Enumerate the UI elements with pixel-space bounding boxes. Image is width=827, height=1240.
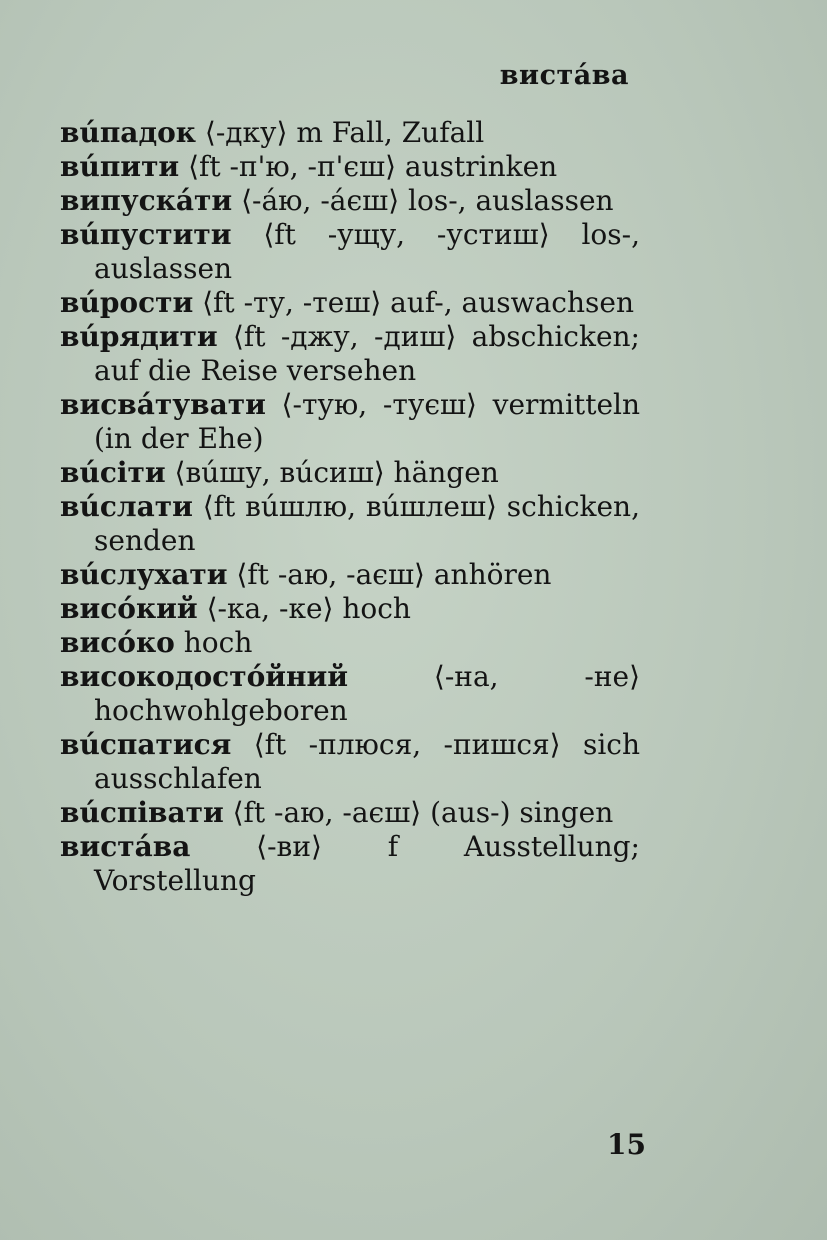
dictionary-entry: [60, 150, 640, 184]
headword: високодостóйний: [60, 660, 349, 693]
entry-definition: hoch: [174, 626, 253, 659]
dictionary-entry: [60, 218, 640, 286]
headword: висвáтувати: [60, 388, 266, 421]
headword: вúрости: [60, 286, 194, 319]
entry-definition: ⟨ft -ущу, -устиш⟩ los-, auslassen: [94, 218, 640, 285]
entry-definition: ⟨-тую, -туєш⟩ vermitteln (in der Ehe): [94, 388, 640, 455]
headword: вúспатися: [60, 728, 232, 761]
entry-definition: ⟨ft вúшлю, вúшлеш⟩ schicken, senden: [94, 490, 640, 557]
headword: висóкий: [60, 592, 198, 625]
dictionary-entry: [60, 830, 640, 898]
entry-definition: ⟨ft -ту, -теш⟩ auf-, auswachsen: [193, 286, 634, 319]
dictionary-entry: [60, 388, 640, 456]
entry-definition: ⟨-ви⟩ f Ausstellung; Vorstellung: [94, 830, 640, 897]
entry-definition: ⟨ft -аю, -аєш⟩ anhören: [227, 558, 552, 591]
entry-definition: ⟨ft -аю, -аєш⟩ (aus-) singen: [223, 796, 614, 829]
dictionary-entry: [60, 558, 640, 592]
headword: вúспівати: [60, 796, 224, 829]
entry-definition: ⟨вúшу, вúсиш⟩ hängen: [165, 456, 499, 489]
running-head: вистáва: [499, 60, 629, 91]
headword: вúсіти: [60, 456, 166, 489]
headword: вúслати: [60, 490, 193, 523]
entry-definition: ⟨ft -плюся, -пишся⟩ sich ausschlafen: [94, 728, 640, 795]
headword: вúрядити: [60, 320, 218, 353]
dictionary-entry: [60, 320, 640, 388]
headword: вúпити: [60, 150, 180, 183]
dictionary-entry: [60, 796, 640, 830]
entry-list: [60, 116, 640, 898]
headword: вúпустити: [60, 218, 232, 251]
entry-definition: ⟨ft -джу, -диш⟩ abschicken; auf die Reise versehen: [94, 320, 640, 387]
dictionary-entry: [60, 490, 640, 558]
dictionary-entry: [60, 184, 640, 218]
entry-definition: ⟨-дку⟩ m Fall, Zufall: [196, 116, 485, 149]
entry-definition: ⟨-áю, -áєш⟩ los-, auslassen: [232, 184, 614, 217]
headword: вúпадок: [60, 116, 197, 149]
headword: випускáти: [60, 184, 233, 217]
dictionary-entry: [60, 456, 640, 490]
dictionary-entry: [60, 626, 640, 660]
dictionary-entry: [60, 728, 640, 796]
dictionary-entry: [60, 660, 640, 728]
page-number: 15: [607, 1128, 646, 1161]
entry-definition: ⟨-на, -не⟩ hochwohlgeboren: [94, 660, 640, 727]
entry-definition: ⟨-ка, -ке⟩ hoch: [197, 592, 411, 625]
dictionary-entry: [60, 592, 640, 626]
headword: вúслухати: [60, 558, 228, 591]
headword: висóко: [60, 626, 175, 659]
headword: вистáва: [60, 830, 191, 863]
entry-definition: ⟨ft -п'ю, -п'єш⟩ austrinken: [179, 150, 558, 183]
dictionary-entry: [60, 116, 640, 150]
dictionary-entry: [60, 286, 640, 320]
